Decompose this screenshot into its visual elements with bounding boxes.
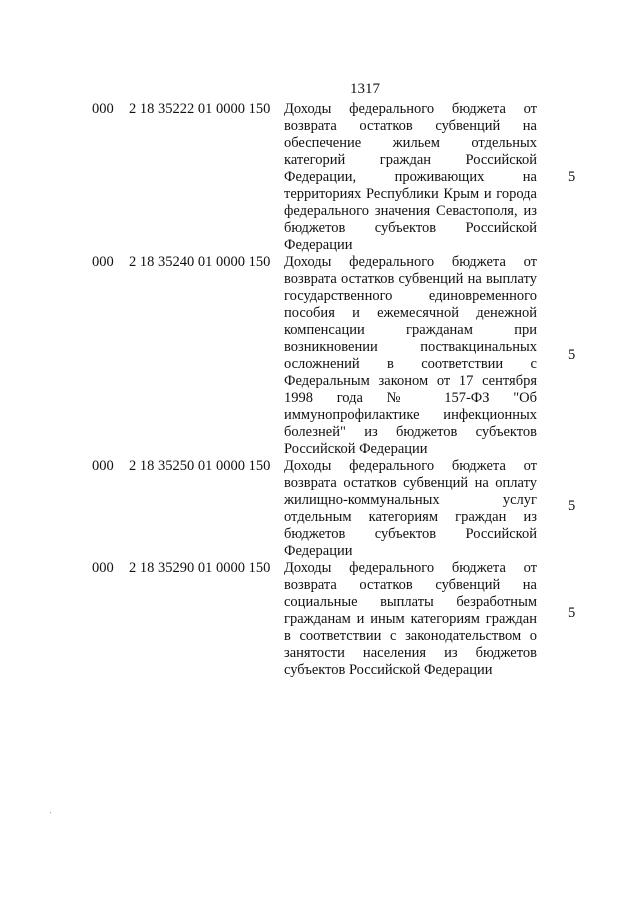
row-description: Доходы федерального бюджета от возврата остатков субвенций на обеспечение жильем отдельных категорий граждан Российской Федерации, проживающих на территориях Республики Крым и города федерального значения Севастополя, из бюджетов субъектов Российской Федерации — [284, 101, 537, 253]
admin-code: 000 — [92, 101, 114, 117]
kbk-code: 2 18 35250 01 0000 150 — [129, 458, 271, 474]
row-amount: 5 — [568, 605, 576, 621]
row-amount: 5 — [568, 169, 576, 185]
table-row — [0, 560, 640, 679]
table-row — [0, 101, 640, 254]
kbk-code: 2 18 35240 01 0000 150 — [129, 254, 271, 270]
kbk-code: 2 18 35290 01 0000 150 — [129, 560, 271, 576]
row-amount: 5 — [568, 498, 576, 514]
row-description: Доходы федерального бюджета от возврата остатков субвенций на социальные выплаты безработным гражданам и иным категориям граждан в соответствии с законодательством о занятости населения из бюджетов субъектов Российской Федерации — [284, 560, 537, 678]
row-description: Доходы федерального бюджета от возврата остатков субвенций на оплату жилищно-коммунальных услуг отдельным категориям граждан из бюджетов субъектов Российской Федерации — [284, 458, 537, 559]
admin-code: 000 — [92, 254, 114, 270]
revenue-table — [0, 101, 640, 679]
row-description: Доходы федерального бюджета от возврата остатков субвенций на выплату государственного единовременного пособия и ежемесячной денежной компенсации гражданам при возникновении поствакцинальных осложнений в соответствии с Федеральным законом от 17 сентября 1998 года № 157-ФЗ "Об иммунопрофилактике инфекционных болезней" из бюджетов субъектов Российской Федерации — [284, 254, 537, 457]
table-row — [0, 458, 640, 560]
row-amount: 5 — [568, 347, 576, 363]
table-row — [0, 254, 640, 458]
page-number: 1317 — [350, 81, 380, 97]
admin-code: 000 — [92, 560, 114, 576]
kbk-code: 2 18 35222 01 0000 150 — [129, 101, 271, 117]
margin-mark: ' — [50, 812, 52, 818]
admin-code: 000 — [92, 458, 114, 474]
